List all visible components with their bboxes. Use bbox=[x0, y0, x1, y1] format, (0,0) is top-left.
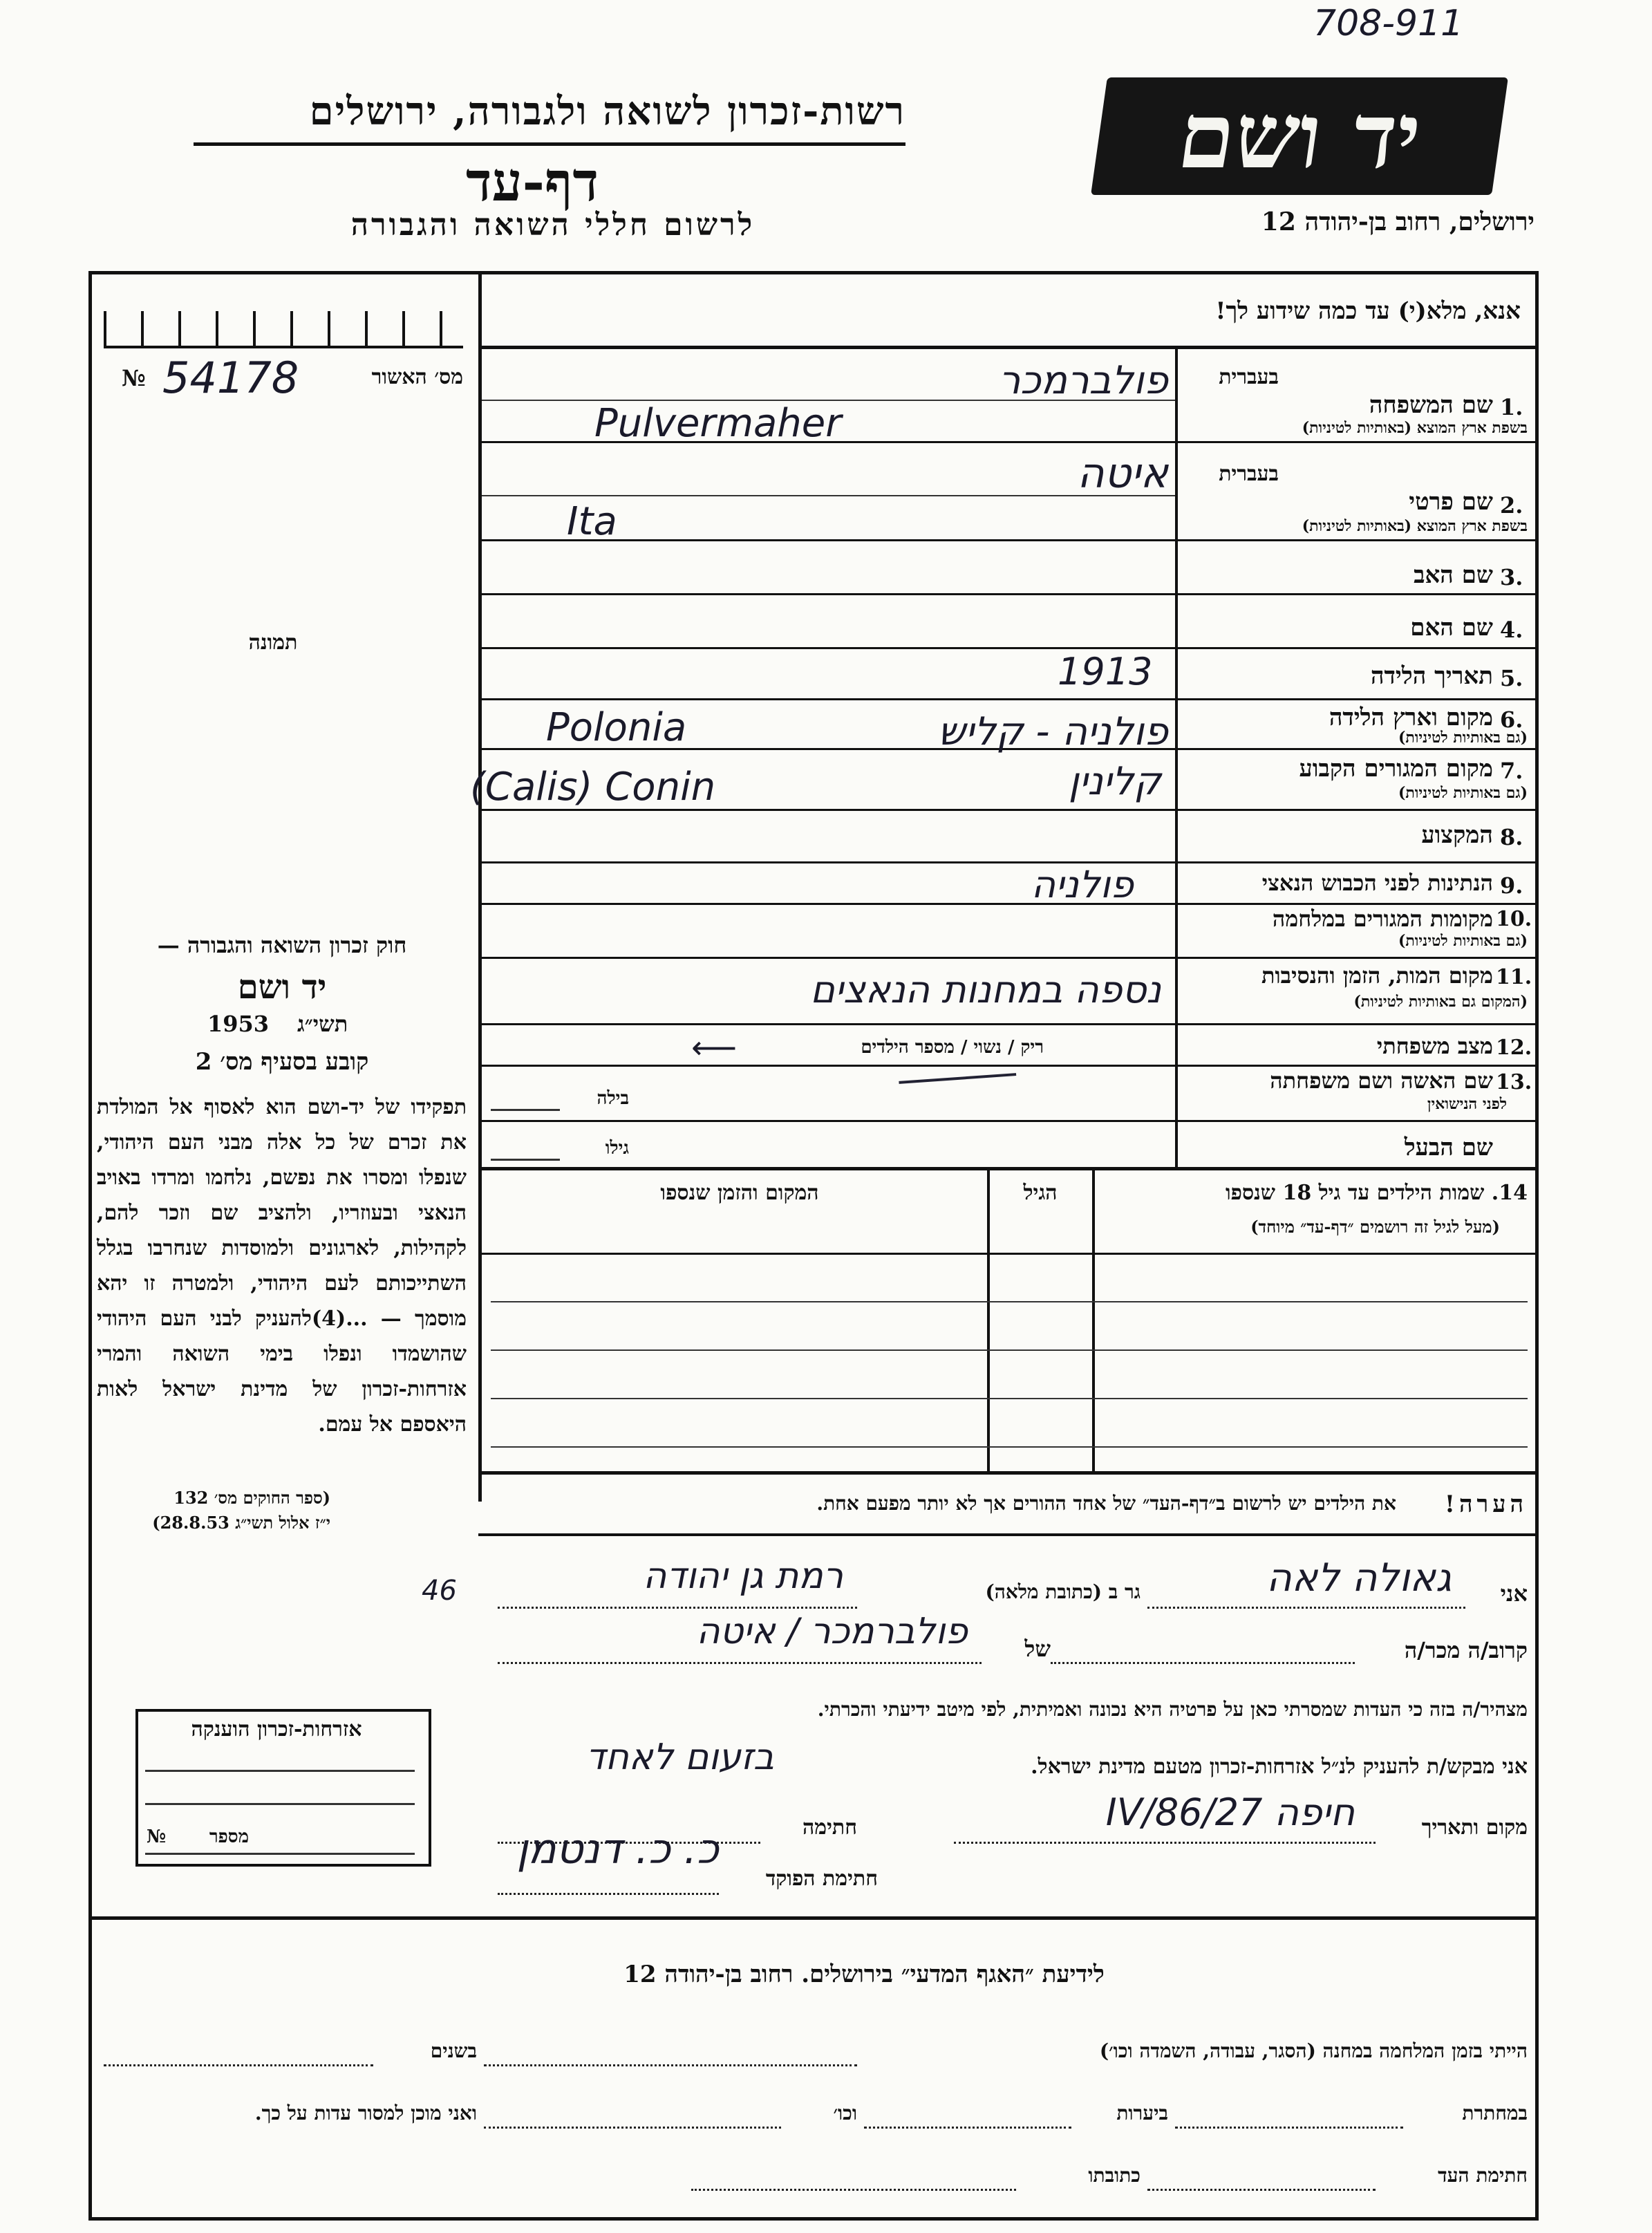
declaration-address-label: גר ב (כתובת מלאה) bbox=[985, 1580, 1141, 1603]
citizenship-number-label: מספר bbox=[209, 1826, 249, 1847]
declaration-address[interactable]: רמת גן יהודה bbox=[643, 1555, 843, 1597]
field-1-value-lat[interactable]: Pulvermaher bbox=[594, 401, 842, 446]
law-clause: קובע בסעיף מס׳ 2 bbox=[195, 1048, 369, 1076]
field-1-label: שם המשפחה bbox=[1369, 391, 1493, 419]
field-5-value[interactable]: 1913 bbox=[1058, 650, 1153, 693]
field-6-value-lat[interactable]: Polonia bbox=[546, 705, 687, 750]
field-7-value-lat[interactable]: (Calis) Conin bbox=[470, 765, 716, 810]
no-symbol: № bbox=[122, 365, 146, 391]
declaration-ani: אני bbox=[1500, 1580, 1528, 1607]
of-label: של bbox=[1024, 1636, 1051, 1662]
field-2-label: שם פרטי bbox=[1409, 488, 1493, 516]
declare-text: מצהיר/ה בזה כי העדות שמסרתי כאן על פרטיה היא נכונה ואמיתית, לפי מיטב ידיעתי והכרתי. bbox=[817, 1698, 1528, 1721]
field-7-label: מקום המגורים הקבוע bbox=[1299, 755, 1493, 783]
field-8-label: המקצוע bbox=[1421, 821, 1493, 849]
law-ref-1: (ספר החוקים מס׳ 132 bbox=[173, 1488, 330, 1508]
form-subtitle: לרשום חללי השואה והגבורה bbox=[350, 207, 755, 243]
field-6-label: מקום וארץ הלידה bbox=[1329, 704, 1493, 731]
field-9-label: הנתינות לפני הכבוש הנאצי bbox=[1261, 870, 1493, 896]
children-header-age: הגיל bbox=[1023, 1181, 1058, 1205]
field-9-value[interactable]: פולניה bbox=[1031, 863, 1134, 906]
field-1-sub: בשפת ארץ המוצא (באותיות לטיניות) bbox=[1302, 419, 1528, 437]
field-12-options: ריק / נשוי / מספר הילדים bbox=[861, 1037, 1044, 1058]
field-12-label: מצב משפחתי bbox=[1376, 1033, 1493, 1059]
field-2-value-heb[interactable]: איטה bbox=[1077, 449, 1168, 498]
photo-label: תמונה bbox=[248, 630, 298, 655]
note-text: את הילדים יש לרשום ב״דף-העד״ של אחד ההורים אך לא יותר מפעם אחת. bbox=[816, 1492, 1396, 1515]
footer-line2-d: ואני מוכן למסור עדות על כך. bbox=[254, 2102, 477, 2124]
signature-value[interactable]: כ. כ. דנטמן bbox=[516, 1825, 719, 1874]
citizenship-no: № bbox=[147, 1826, 167, 1847]
request-text: אני מבקש/ת להעניק לנ״ל אזרחות-זכרון מטעם מדינת ישראל. bbox=[1031, 1755, 1528, 1779]
note-label: הערה! bbox=[1445, 1491, 1528, 1518]
footer-line1-end: בשנים bbox=[430, 2039, 477, 2062]
field-1-heb-tag: בעברית bbox=[1219, 365, 1279, 389]
footer-line2-b: ביערות bbox=[1116, 2102, 1168, 2124]
form-title: דף-עד bbox=[466, 151, 599, 214]
field-13-label: שם האשה ושם משפחתה bbox=[1270, 1067, 1493, 1094]
request-value[interactable]: בזעום לאחד bbox=[585, 1737, 774, 1778]
field-13-right-label: בילה bbox=[597, 1088, 629, 1109]
field-9-num: 9. bbox=[1500, 872, 1523, 899]
footer-line2-a: במחתרת bbox=[1462, 2102, 1528, 2124]
logo-text: יד ושם bbox=[1172, 83, 1427, 189]
field-13-sub: לפני הנישואין bbox=[1427, 1095, 1507, 1113]
approval-number: 54178 bbox=[162, 353, 299, 403]
husband-label: שם הבעל bbox=[1404, 1134, 1493, 1161]
children-header-place: המקום והזמן שנספו bbox=[660, 1181, 819, 1205]
footer-line3-a: חתימת העד bbox=[1438, 2164, 1528, 2187]
official-signature-label: חתימת הפוקד bbox=[765, 1867, 878, 1891]
field-10-num: 10. bbox=[1496, 907, 1532, 931]
side-mark: 46 bbox=[422, 1575, 457, 1607]
field-11-label: מקום המות, הזמן והנסיבות bbox=[1261, 962, 1493, 989]
children-header-names: 14. שמות הילדים עד גיל 18 שנספו bbox=[1225, 1181, 1528, 1205]
law-name: יד ושם bbox=[237, 968, 327, 1007]
law-ref-2: י״ז אלול תשי״ג 28.8.53) bbox=[152, 1513, 330, 1533]
signature-label: חתימה bbox=[802, 1815, 857, 1840]
field-4-num: 4. bbox=[1500, 617, 1523, 643]
field-1-value-heb[interactable]: פולברמכר bbox=[998, 358, 1168, 403]
field-11-sub: (המקום גם באותיות לטיניות) bbox=[1353, 993, 1528, 1011]
law-text: תפקידו של יד-ושם הוא לאסוף אל המולדת את זכרם של כל אלה מבני העם היהודי, שנפלו ומסרו את נפשם, נלחמו ומרדו באויב הנאצי ובעוזריו, ולהציב שם וזכר להם, לקהילות, לארגונים ולמוסדות שנחרבו בגלל השתייכותם לעם היהודי, ולמטרה זו יהא מוסמך — ...(4)להעניק לבני העם היהודי שהושמדו ונפלו בימי השואה והמרי אזרחות-זכרון של מדינת ישראל לאות היאספם אל עמם. bbox=[97, 1095, 467, 1437]
field-6-value-heb[interactable]: פולניה - קליש bbox=[937, 709, 1168, 754]
institution-name: רשות-זכרון לשואה ולגבורה, ירושלים bbox=[309, 88, 905, 134]
field-6-sub: (גם באותיות לטיניות) bbox=[1398, 729, 1528, 747]
field-8-num: 8. bbox=[1500, 824, 1523, 850]
field-7-num: 7. bbox=[1500, 758, 1523, 784]
field-2-num: 2. bbox=[1500, 492, 1523, 518]
field-10-sub: (גם באותיות לטיניות) bbox=[1398, 932, 1528, 950]
field-12-arrow-icon: ⟵ bbox=[691, 1029, 737, 1066]
field-2-heb-tag: בעברית bbox=[1219, 462, 1279, 486]
footer-title: לידיעת ״האגף המדעי״ בירושלים. רחוב בן-יהודה 12 bbox=[623, 1961, 1105, 1988]
field-3-label: שם האב bbox=[1414, 561, 1493, 589]
field-12-num: 12. bbox=[1496, 1036, 1532, 1060]
field-6-num: 6. bbox=[1500, 707, 1523, 733]
place-date-label: מקום ותאריך bbox=[1421, 1815, 1528, 1840]
field-2-sub: בשפת ארץ המוצא (באותיות לטיניות) bbox=[1302, 517, 1528, 535]
address: ירושלים, רחוב בן-יהודה 12 bbox=[1261, 207, 1534, 236]
archive-number: 708-911 bbox=[1313, 3, 1464, 44]
declaration-name[interactable]: גאולה לאה bbox=[1266, 1555, 1452, 1600]
citizenship-title: אזרחות-זכרון הוענקה bbox=[191, 1717, 362, 1741]
footer-line3-b: כתובתו bbox=[1088, 2164, 1141, 2187]
field-4-label: שם האם bbox=[1410, 614, 1493, 642]
approval-label: מס׳ האשור bbox=[371, 365, 463, 389]
law-title: חוק זכרון השואה והגבורה — bbox=[157, 932, 407, 958]
field-7-value-heb[interactable]: קלינין bbox=[1068, 759, 1161, 804]
law-year: 1953 bbox=[207, 1011, 270, 1037]
relative-label: קרוב/ה מכר/ה bbox=[1404, 1637, 1528, 1663]
field-7-sub: (גם באותיות לטיניות) bbox=[1398, 784, 1528, 802]
field-11-value[interactable]: נספה במחנות הנאצים bbox=[810, 968, 1161, 1011]
children-header-note: (מעל לגיל זה רושמים ״דף-עד״ מיוחד) bbox=[1250, 1217, 1500, 1237]
relative-value[interactable]: פולברמכר / איטה bbox=[696, 1611, 968, 1652]
field-5-num: 5. bbox=[1500, 665, 1523, 691]
approval-ticks bbox=[104, 311, 463, 348]
field-13-num: 13. bbox=[1496, 1070, 1532, 1094]
husband-right-label: גילו bbox=[605, 1138, 629, 1159]
footer-line1: הייתי בזמן המלחמה במחנה (הסגר, עבודה, השמדה וכו׳) bbox=[1099, 2039, 1528, 2062]
footer-line2-c: וכו׳ bbox=[833, 2102, 857, 2124]
field-5-label: תאריך הלידה bbox=[1370, 662, 1493, 690]
logo bbox=[1091, 77, 1508, 195]
field-10-label: מקומות המגורים במלחמה bbox=[1272, 906, 1493, 932]
field-1-num: 1. bbox=[1500, 394, 1523, 420]
field-3-num: 3. bbox=[1500, 564, 1523, 590]
field-2-value-lat[interactable]: Ita bbox=[567, 499, 617, 544]
law-year-heb: תשי״ג bbox=[297, 1011, 348, 1037]
instruction: אנא, מלא(י) עד כמה שידוע לך! bbox=[1215, 297, 1521, 325]
field-11-num: 11. bbox=[1496, 965, 1532, 989]
place-date-value[interactable]: חיפה 27/IV/86 bbox=[1105, 1791, 1355, 1834]
